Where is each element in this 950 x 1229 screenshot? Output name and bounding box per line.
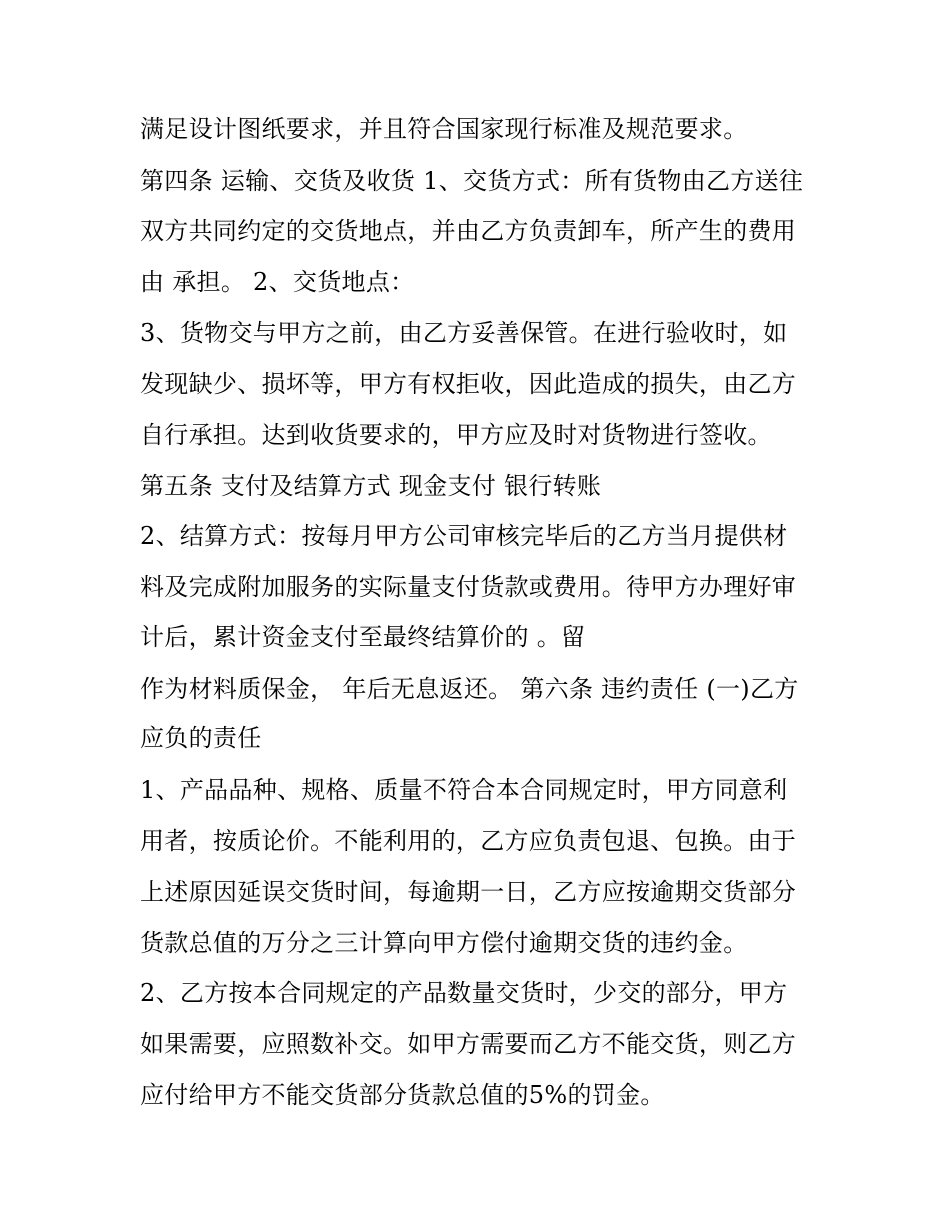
- text-line: 如果需要，应照数补交。如甲方需要而乙方不能交货，则乙方: [140, 1030, 797, 1058]
- text-line: 2、结算方式：按每月甲方公司审核完毕后的乙方当月提供材: [140, 522, 788, 550]
- text-line: 用者，按质论价。不能利用的，乙方应负责包退、包换。由于: [140, 827, 797, 855]
- text-line: 2、乙方按本合同规定的产品数量交货时，少交的部分，甲方: [140, 979, 788, 1007]
- text-line: 1、产品品种、规格、质量不符合本合同规定时，甲方同意利: [140, 776, 788, 804]
- text-line: 料及完成附加服务的实际量支付货款或费用。待甲方办理好审: [140, 573, 797, 601]
- text-line: 作为材料质保金， 年后无息返还。 第六条 违约责任 (一)乙方: [140, 675, 799, 703]
- text-line: 第四条 运输、交货及收货 1、交货方式：所有货物由乙方送往: [140, 167, 804, 195]
- text-line: 应负的责任: [140, 724, 262, 752]
- text-line: 自行承担。达到收货要求的，甲方应及时对货物进行签收。: [140, 421, 772, 449]
- text-line: 满足设计图纸要求，并且符合国家现行标准及规范要求。: [140, 115, 748, 143]
- text-line: 计后，累计资金支付至最终结算价的 。留: [140, 623, 586, 651]
- text-line: 发现缺少、损坏等，甲方有权拒收，因此造成的损失，由乙方: [140, 370, 797, 398]
- text-line: 货款总值的万分之三计算向甲方偿付逾期交货的违约金。: [140, 929, 748, 957]
- text-line: 双方共同约定的交货地点，并由乙方负责卸车，所产生的费用: [140, 217, 797, 245]
- text-line: 第五条 支付及结算方式 现金支付 银行转账: [140, 472, 602, 500]
- text-line: 上述原因延误交货时间，每逾期一日，乙方应按逾期交货部分: [140, 878, 797, 906]
- text-line: 3、货物交与甲方之前，由乙方妥善保管。在进行验收时，如: [140, 319, 788, 347]
- text-line: 由 承担。 2、交货地点：: [140, 268, 415, 296]
- text-line: 应付给甲方不能交货部分货款总值的5%的罚金。: [140, 1081, 665, 1109]
